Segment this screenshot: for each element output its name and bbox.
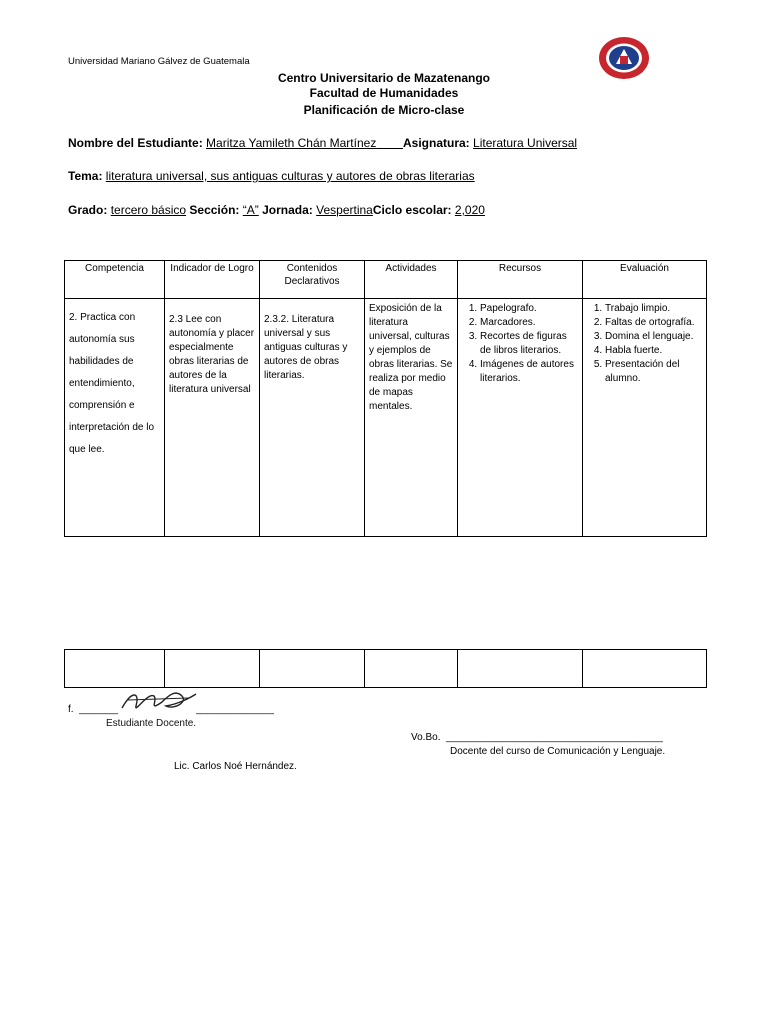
shift-label: Jornada: [262,203,313,217]
year-label: Ciclo escolar: [372,203,452,217]
topic-row [68,169,475,183]
year-value: 2,020 [454,203,485,217]
student-row [68,136,577,150]
list-item: 1. Papelografo. [480,302,578,316]
center-name: Centro Universitario de Mazatenango [277,71,491,85]
list-item: 4. Habla fuerte. [605,344,702,358]
list-item: 3. Domina el lenguaje. [605,330,702,344]
shift-value: Vespertina [316,203,373,217]
student-label: Nombre del Estudiante: [68,136,203,150]
header-competencia: Competencia [65,261,165,299]
header-recursos: Recursos [458,261,583,299]
list-item: 2. Faltas de ortografía. [605,316,702,330]
cell-actividades: Exposición de la literatura universal, culturas y ejemplos de obras literarias. Se realiza por medio de mapas mentales. [365,299,458,537]
header-evaluacion: Evaluación [583,261,707,299]
signature-line: f. _______ ______________ [68,704,274,715]
list-item: 2. Marcadores. [480,316,578,330]
header-contenidos: Contenidos Declarativos [260,261,365,299]
table-header-row [65,261,707,299]
cell-evaluacion [583,299,707,537]
header-indicador: Indicador de Logro [165,261,260,299]
grade-label: Grado: [68,203,108,217]
section-label: Sección: [189,203,240,217]
subject-value: Literatura Universal [473,136,578,150]
evaluacion-list [587,302,702,386]
cell-competencia: 2. Practica con autonomía sus habilidades de entendimiento, comprensión e interpretación de lo que lee. [65,299,165,537]
table-row [65,650,707,688]
header-actividades: Actividades [365,261,458,299]
faculty-name: Facultad de Humanidades [309,86,459,100]
vobo-row: Vo.Bo. _______________________________________ [411,732,663,743]
page-title: Planificación de Micro-clase [303,103,465,117]
planning-table [64,260,707,537]
list-item: 5. Presentación del alumno. [605,358,702,386]
student-role: Estudiante Docente. [106,718,197,729]
grade-value: tercero básico [110,203,187,217]
grade-row [68,203,485,217]
recursos-list [462,302,578,386]
table-row [65,299,707,537]
list-item: 4. Imágenes de autores literarios. [480,358,578,386]
list-item: 3. Recortes de figuras de libros literarios. [480,330,578,358]
cell-indicador: 2.3 Lee con autonomía y placer especialmente obras literarias de autores de la literatura universal [165,299,260,537]
section-value: “A” [242,203,259,217]
teacher-name: Lic. Carlos Noé Hernández. [174,761,297,772]
subject-label: Asignatura: [403,136,470,150]
university-name: Universidad Mariano Gálvez de Guatemala [68,56,250,67]
teacher-role: Docente del curso de Comunicación y Lenguaje. [450,746,666,757]
empty-table [64,649,707,688]
handwritten-signature [118,684,198,720]
cell-recursos [458,299,583,537]
f-label: f. [68,704,74,715]
cell-contenidos: 2.3.2. Literatura universal y sus antiguas culturas y autores de obras literarias. [260,299,365,537]
list-item: 1. Trabajo limpio. [605,302,702,316]
vobo-label: Vo.Bo. [411,732,441,743]
topic-label: Tema: [68,169,103,183]
topic-value: literatura universal, sus antiguas culturas y autores de obras literarias [105,169,475,183]
student-value: Maritza Yamileth Chán Martínez [206,136,377,150]
